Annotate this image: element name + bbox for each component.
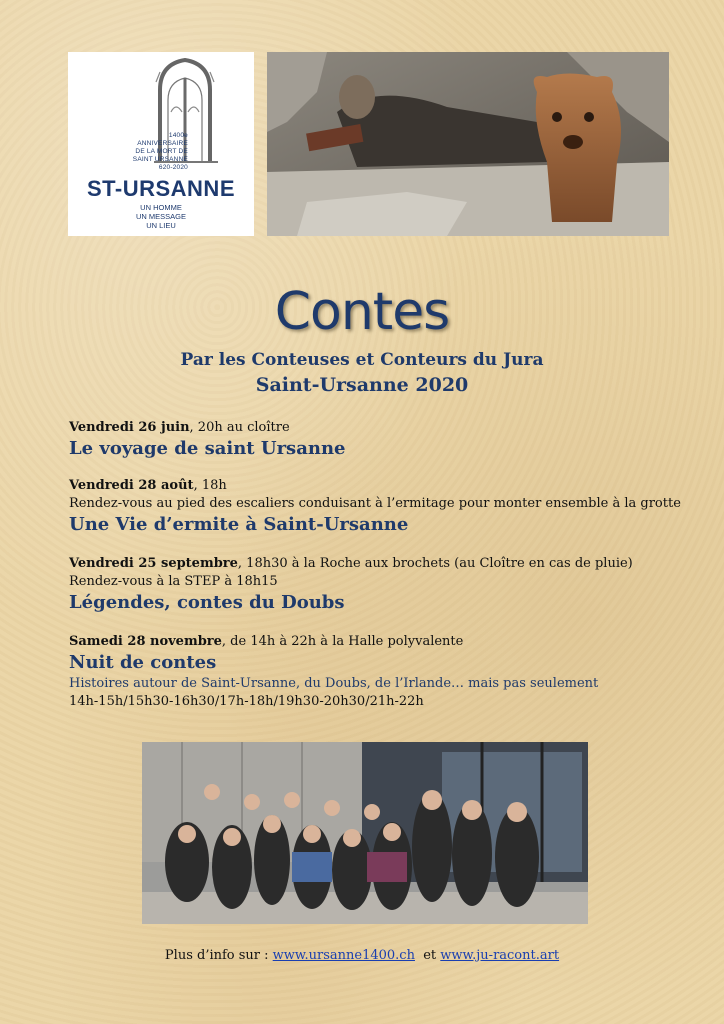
storytellers-group-photo: [142, 742, 588, 924]
event-title: Une Vie d’ermite à Saint-Ursanne: [69, 514, 409, 535]
footer-info: Plus d’info sur : www.ursanne1400.ch et www.ju-racont.art: [164, 948, 560, 963]
event-3: [69, 555, 689, 615]
event-4: [69, 633, 689, 711]
link-ursanne1400[interactable]: www.ursanne1400.ch: [272, 948, 415, 963]
event-title: Nuit de contes: [69, 652, 217, 673]
link-ju-racont[interactable]: www.ju-racont.art: [440, 948, 560, 963]
event-note: Rendez-vous au pied des escaliers conduisant à l’ermitage pour monter ensemble à la grotte: [69, 496, 681, 511]
saint-and-bear-photo: [267, 52, 669, 236]
event-note: Rendez-vous à la STEP à 18h15: [69, 574, 278, 589]
event-title: Légendes, contes du Doubs: [69, 592, 345, 613]
event-1: [69, 419, 689, 461]
event-date-line: Vendredi 25 septembre, 18h30 à la Roche aux brochets (au Cloître en cas de pluie): [69, 556, 633, 571]
logo-tagline: UN HOMME UN MESSAGE UN LIEU: [135, 203, 186, 230]
st-ursanne-logo: [68, 52, 254, 236]
page-title: Contes: [274, 282, 450, 342]
event-schedule: 14h-15h/15h30-16h30/17h-18h/19h30-20h30/21h-22h: [69, 694, 424, 709]
event-date-line: Vendredi 28 août, 18h: [69, 478, 227, 493]
event-description: Histoires autour de Saint-Ursanne, du Doubs, de l’Irlande… mais pas seulement: [69, 676, 599, 691]
event-title: Le voyage de saint Ursanne: [69, 438, 346, 459]
logo-title: ST-URSANNE: [86, 176, 235, 201]
logo-anniversary-text: 1400e ANNIVERSAIRE DE LA MORT DE SAINT URSANNE 620-2020: [132, 132, 188, 171]
event-date-line: Vendredi 26 juin, 20h au cloître: [69, 420, 290, 435]
subtitle-organizers: Par les Conteuses et Conteurs du Jura: [180, 350, 544, 370]
event-2: [69, 477, 689, 537]
event-date-line: Samedi 28 novembre, de 14h à 22h à la Halle polyvalente: [69, 634, 464, 649]
subtitle-place-year: Saint-Ursanne 2020: [255, 374, 469, 396]
